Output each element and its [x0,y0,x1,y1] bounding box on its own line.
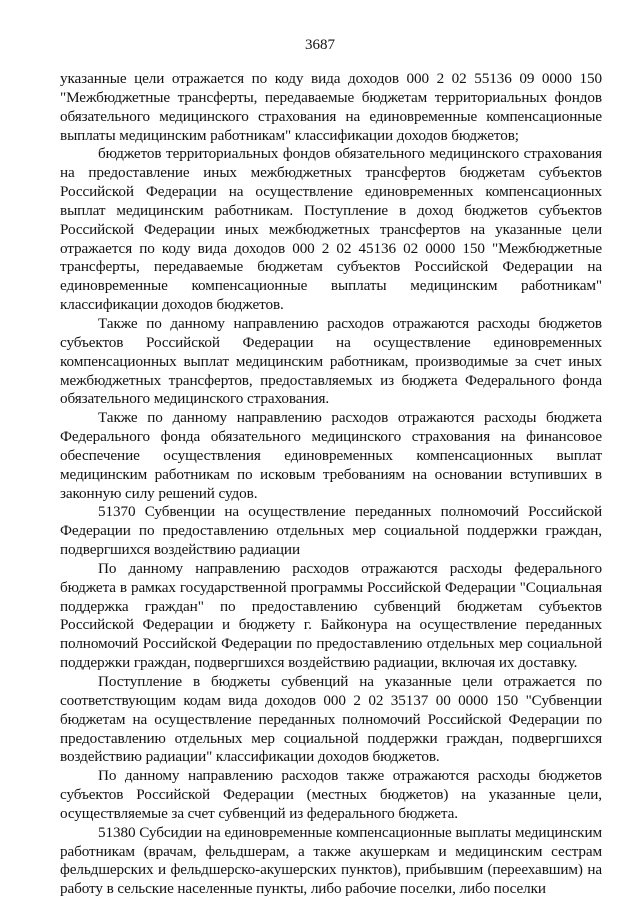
paragraph-1: указанные цели отражается по коду вида доходов 000 2 02 55136 09 0000 150 "Межбюджетные трансферты, передаваемые бюджетам территориальных фондов обязательного медицинского страхования на единовременные компенсационные выплаты медицинским работникам" классификации доходов бюджетов; [60,70,602,144]
page-number: 3687 [305,37,335,53]
section-heading-51380: 51380 Субсидии на единовременные компенсационные выплаты медицинским работникам (врачам, фельдшерам, а также акушеркам и медицинским сестрам фельдшерских и фельдшерско-акушерских пунктов), прибывшим (переехавшим) на работу в сельские населенные пункты, либо рабочие поселки, либо поселки [60,823,602,898]
paragraph-7: Поступление в бюджеты субвенций на указанные цели отражается по соответствующим кодам вида доходов 000 2 02 35137 00 0000 150 "Субвенции бюджетам на осуществление переданных полномочий Российской Федерации по предоставлению отдельных мер социальной поддержки граждан, подвергшихся воздействию радиации" классификации доходов бюджетов. [60,673,602,766]
paragraph-8: По данному направлению расходов также отражаются расходы бюджетов субъектов Российской Федерации (местных бюджетов) на указанные цели, осуществляемые за счет субвенций из федерального бюджета. [60,767,602,822]
section-heading-51370: 51370 Субвенции на осуществление переданных полномочий Российской Федерации по предоставлению отдельных мер социальной поддержки граждан, подвергшихся воздействию радиации [60,503,602,559]
paragraph-2: бюджетов территориальных фондов обязательного медицинского страхования на предоставление иных межбюджетных трансфертов бюджетам субъектов Российской Федерации на осуществление единовременных компенсационных выплат медицинским работникам. Поступление в доход бюджетов субъектов Российской Федерации иных межбюджетных трансфертов на указанные цели отражается по коду вида доходов 000 2 02 45136 02 0000 150 "Межбюджетные трансферты, передаваемые бюджетам субъектов Российской Федерации на единовременные компенсационные выплаты медицинским работникам" классификации доходов бюджетов. [60,145,602,314]
document-body [60,70,602,899]
paragraph-4: Также по данному направлению расходов отражаются расходы бюджета Федерального фонда обязательного медицинского страхования на финансовое обеспечение осуществления единовременных компенсационных выплат медицинским работникам по исковым требованиям на основании вступивших в законную силу решений судов. [60,409,602,502]
paragraph-6: По данному направлению расходов отражаются расходы федерального бюджета в рамках государственной программы Российской Федерации "Социальная поддержка граждан" по предоставлению субвенций бюджетам субъектов Российской Федерации и бюджету г. Байконура на осуществление переданных полномочий Российской Федерации по предоставлению отдельных мер социальной поддержки граждан, подвергшихся воздействию радиации, включая их доставку. [60,559,602,672]
paragraph-3: Также по данному направлению расходов отражаются расходы бюджетов субъектов Российской Федерации на осуществление единовременных компенсационных выплат медицинским работникам, производимые за счет иных межбюджетных трансфертов, предоставляемых из бюджета Федерального фонда обязательного медицинского страхования. [60,314,602,408]
